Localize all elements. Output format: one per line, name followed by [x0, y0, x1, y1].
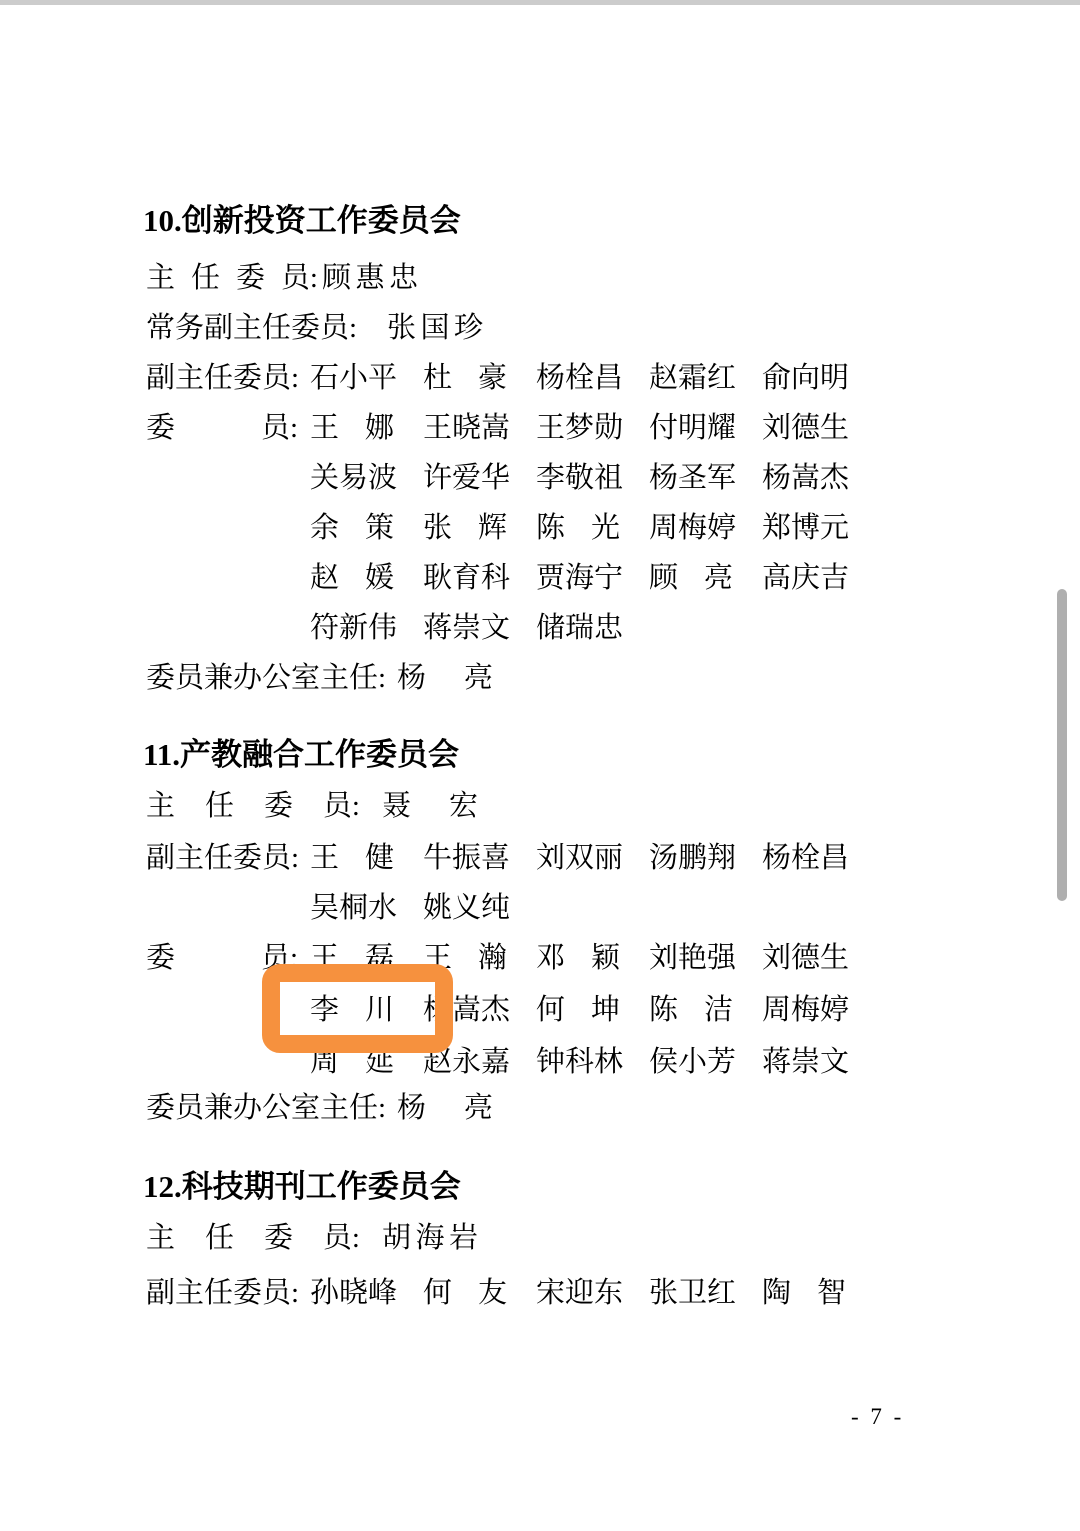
member-name: 关易波 — [310, 462, 398, 494]
member-name: 赵媛 — [310, 562, 394, 594]
member-name: 顾亮 — [649, 562, 733, 594]
label-text: 委 — [146, 942, 176, 974]
member-name: 张辉 — [423, 512, 507, 544]
member-name: 顾惠忠 — [322, 262, 418, 294]
orange-highlight-box — [262, 964, 453, 1053]
member-name: 李敬祖 — [536, 462, 624, 494]
label-text: 主 — [146, 790, 176, 822]
member-name: 张国珍 — [387, 312, 483, 344]
row-label — [146, 1276, 299, 1310]
member-name: 杜豪 — [423, 362, 507, 394]
member-name: 侯小芳 — [649, 1046, 737, 1078]
member-name: 付明耀 — [649, 412, 737, 444]
member-name: 王磊 — [310, 942, 394, 974]
member-name: 钟科林 — [536, 1046, 624, 1078]
label-text: 委 — [263, 790, 293, 822]
member-name: 耿育科 — [423, 562, 511, 594]
member-name: 刘德生 — [762, 942, 850, 974]
member-name: 许爱华 — [423, 462, 511, 494]
section-heading: 10.创新投资工作委员会 — [143, 203, 461, 238]
row-label — [146, 261, 318, 295]
text-line — [0, 311, 1080, 345]
row-label — [146, 661, 386, 695]
member-name: 聂宏 — [382, 790, 478, 822]
member-name: 王梦勋 — [536, 412, 624, 444]
row-label — [146, 789, 360, 823]
member-name: 贾海宁 — [536, 562, 624, 594]
member-name: 王健 — [310, 842, 394, 874]
member-name: 杨栓昌 — [762, 842, 850, 874]
text-line — [0, 561, 1080, 595]
section-heading: 12.科技期刊工作委员会 — [143, 1169, 461, 1204]
row-label — [146, 311, 357, 345]
text-line — [0, 361, 1080, 395]
member-name: 宋迎东 — [536, 1277, 624, 1309]
text-line — [0, 789, 1080, 823]
member-name: 蒋崇文 — [423, 612, 511, 644]
member-name: 陈洁 — [649, 994, 733, 1026]
label-text: 主 — [146, 262, 176, 294]
member-name: 杨圣军 — [649, 462, 737, 494]
member-name: 张卫红 — [649, 1277, 737, 1309]
label-text: 员: — [322, 1222, 360, 1254]
member-name: 姚义纯 — [423, 892, 511, 924]
member-name: 周梅婷 — [649, 512, 737, 544]
label-text: 任 — [204, 790, 234, 822]
text-line — [0, 891, 1080, 925]
row-label — [146, 1091, 386, 1125]
label-text: 任 — [204, 1222, 234, 1254]
text-line — [0, 1045, 1080, 1079]
page-number: - 7 - — [851, 1404, 905, 1429]
member-name: 杨栓昌 — [536, 362, 624, 394]
label-text: 委员兼办公室主任: — [146, 662, 387, 694]
member-name: 杨嵩杰 — [423, 994, 511, 1026]
text-line — [0, 411, 1080, 445]
row-label — [146, 1221, 360, 1255]
member-name: 符新伟 — [310, 612, 398, 644]
member-name: 赵永嘉 — [423, 1046, 511, 1078]
label-text: 员: — [322, 790, 360, 822]
member-name: 储瑞忠 — [536, 612, 624, 644]
label-text: 副主任委员: — [146, 1277, 300, 1309]
section-heading: 11.产教融合工作委员会 — [143, 737, 460, 772]
label-text: 主 — [146, 1222, 176, 1254]
text-line — [0, 1221, 1080, 1255]
label-text: 副主任委员: — [146, 362, 300, 394]
member-name: 牛振喜 — [423, 842, 511, 874]
label-text: 常务副主任委员: — [146, 312, 358, 344]
member-name: 陶智 — [762, 1277, 846, 1309]
text-line — [0, 261, 1080, 295]
scrollbar-thumb[interactable] — [1057, 589, 1067, 901]
label-text: 员: — [260, 942, 298, 974]
member-name: 邓颖 — [536, 942, 620, 974]
window-top-edge — [0, 0, 1080, 5]
member-name: 孙晓峰 — [310, 1277, 398, 1309]
label-text: 员: — [260, 412, 298, 444]
text-line — [0, 461, 1080, 495]
row-label — [146, 411, 298, 445]
member-name: 周梅婷 — [762, 994, 850, 1026]
label-text: 委 — [146, 412, 176, 444]
label-text: 委 — [263, 1222, 293, 1254]
text-line — [0, 993, 1080, 1027]
text-line — [0, 1276, 1080, 1310]
text-line — [0, 1091, 1080, 1125]
member-name: 杨亮 — [397, 662, 493, 694]
text-line — [0, 611, 1080, 645]
member-name: 王瀚 — [423, 942, 507, 974]
member-name: 汤鹏翔 — [649, 842, 737, 874]
member-name: 高庆吉 — [762, 562, 850, 594]
text-line — [0, 661, 1080, 695]
text-line — [0, 841, 1080, 875]
member-name: 余策 — [310, 512, 394, 544]
member-name: 王娜 — [310, 412, 394, 444]
member-name: 吴桐水 — [310, 892, 398, 924]
text-line — [0, 511, 1080, 545]
member-name-highlighted: 李川 — [310, 994, 394, 1026]
member-name: 王晓嵩 — [423, 412, 511, 444]
member-name: 杨亮 — [397, 1092, 493, 1124]
row-label — [146, 841, 299, 875]
member-name: 刘艳强 — [649, 942, 737, 974]
member-name: 蒋崇文 — [762, 1046, 850, 1078]
member-name: 胡海岩 — [382, 1222, 478, 1254]
member-name: 俞向明 — [762, 362, 850, 394]
member-name: 刘双丽 — [536, 842, 624, 874]
member-name: 刘德生 — [762, 412, 850, 444]
label-text: 副主任委员: — [146, 842, 300, 874]
member-name: 郑博元 — [762, 512, 850, 544]
member-name: 周延 — [310, 1046, 394, 1078]
label-text: 员: — [280, 262, 318, 294]
text-line — [0, 941, 1080, 975]
member-name: 石小平 — [310, 362, 398, 394]
member-name: 杨嵩杰 — [762, 462, 850, 494]
label-text: 委 — [235, 262, 265, 294]
member-name: 何坤 — [536, 994, 620, 1026]
label-text: 任 — [190, 262, 220, 294]
label-text: 委员兼办公室主任: — [146, 1092, 387, 1124]
row-label — [146, 361, 299, 395]
member-name: 陈光 — [536, 512, 620, 544]
member-name: 何友 — [423, 1277, 507, 1309]
member-name: 赵霜红 — [649, 362, 737, 394]
